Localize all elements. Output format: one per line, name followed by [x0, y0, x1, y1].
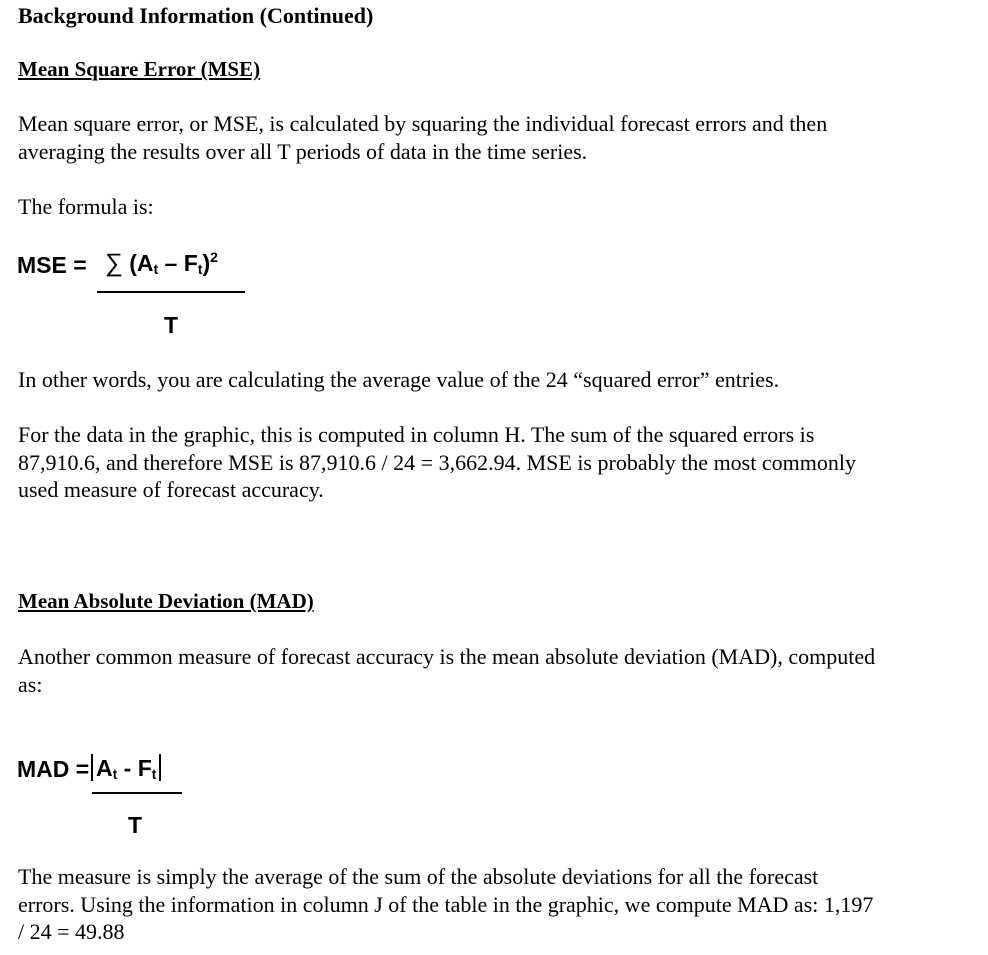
mad-summary-line-2: errors. Using the information in column J of the table in the graphic, we compute MAD as: 1,197	[18, 892, 874, 917]
mad-formula-numerator	[88, 754, 164, 782]
numerator-sub-f: t	[197, 261, 203, 277]
mad-fraction-bar	[92, 792, 182, 794]
mse-other-words: In other words, you are calculating the average value of the 24 “squared error” entries.	[18, 367, 780, 392]
mse-intro-line-1: Mean square error, or MSE, is calculated by squaring the individual forecast errors and then	[18, 111, 828, 136]
mad-intro-line-2: as:	[18, 672, 43, 697]
mse-fraction-bar	[97, 291, 245, 293]
numerator-sup: 2	[210, 249, 218, 265]
mse-heading: Mean Square Error (MSE)	[18, 57, 261, 81]
numerator-sub-a: t	[153, 261, 159, 277]
sigma-symbol: ∑	[105, 249, 123, 277]
numerator-minus: – F	[158, 250, 198, 276]
page-title: Background Information (Continued)	[18, 3, 374, 28]
mse-formula-lhs: MSE =	[17, 252, 87, 278]
mad-heading: Mean Absolute Deviation (MAD)	[18, 589, 314, 613]
numerator-open: (A	[129, 250, 154, 276]
mad-numerator-sub-f: t	[151, 766, 157, 782]
mad-numerator-minus: - F	[117, 755, 152, 781]
mse-formula-label: The formula is:	[18, 194, 154, 219]
abs-bar-left	[91, 754, 93, 781]
mse-detail-line-2: 87,910.6, and therefore MSE is 87,910.6 / 24 = 3,662.94. MSE is probably the most commonly	[18, 450, 856, 475]
mad-formula-lhs: MAD =	[17, 756, 90, 782]
abs-bar-right	[159, 754, 161, 781]
mad-numerator-a: A	[96, 755, 113, 781]
mse-formula-denominator: T	[164, 312, 179, 338]
mse-intro-line-2: averaging the results over all T periods of data in the time series.	[18, 139, 588, 164]
mse-detail-line-3: used measure of forecast accuracy.	[18, 477, 324, 502]
mad-summary-line-1: The measure is simply the average of the sum of the absolute deviations for all the forecast	[18, 864, 819, 889]
mad-formula-denominator: T	[128, 812, 143, 838]
mad-intro-line-1: Another common measure of forecast accuracy is the mean absolute deviation (MAD), computed	[18, 644, 876, 669]
mad-numerator-sub-a: t	[112, 766, 118, 782]
mse-formula-numerator	[105, 249, 218, 278]
numerator-close: )	[202, 250, 211, 276]
mad-summary-line-3: / 24 = 49.88	[18, 919, 125, 944]
mse-detail-line-1: For the data in the graphic, this is computed in column H. The sum of the squared errors is	[18, 422, 815, 447]
